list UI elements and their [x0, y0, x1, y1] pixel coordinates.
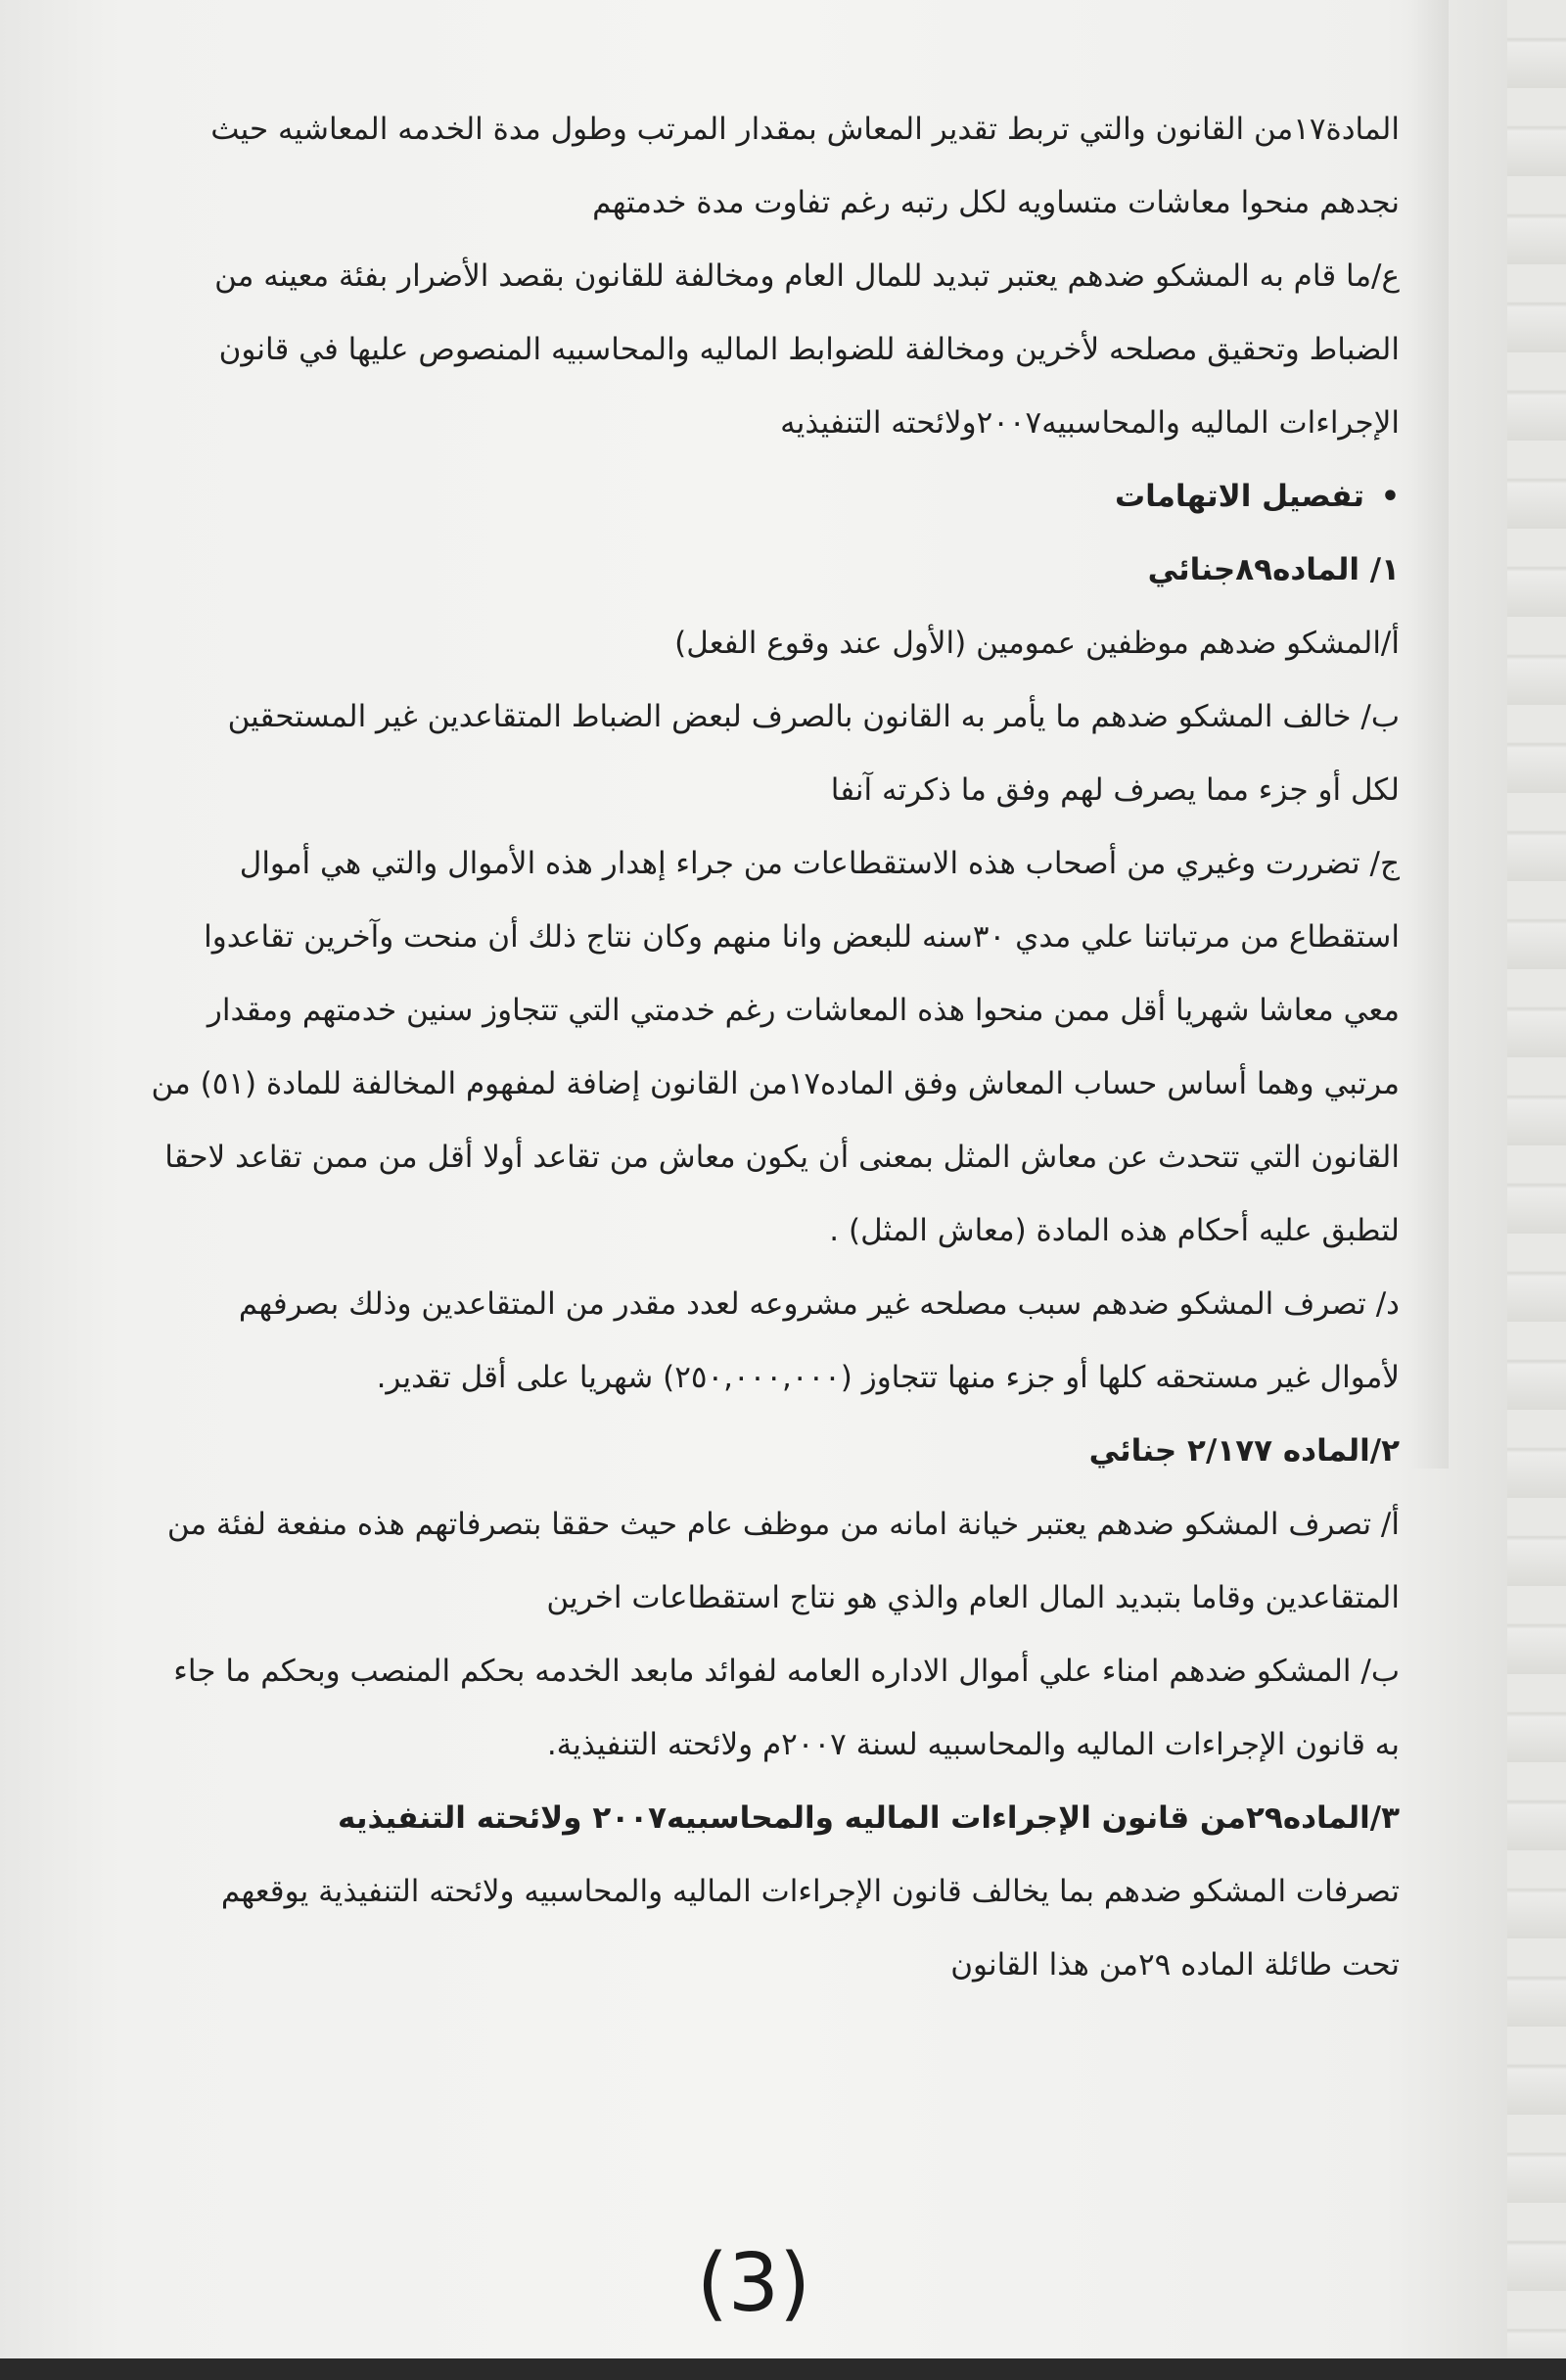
page-number: (3): [696, 2237, 811, 2330]
body-line: ج/ تضررت وغيري من أصحاب هذه الاستقطاعات من جراء إهدار هذه الأموال والتي هي أموال: [239, 846, 1400, 881]
body-line: المادة١٧من القانون والتي تربط تقدير المعاش بمقدار المرتب وطول مدة الخدمه المعاشيه حيث: [210, 112, 1400, 147]
body-line: ب/ المشكو ضدهم امناء علي أموال الاداره العامه لفوائد مابعد الخدمه بحكم المنصب وبحكم ما جاء: [173, 1654, 1400, 1689]
body-line: تحت طائلة الماده ٢٩من هذا القانون: [950, 1947, 1400, 1983]
article-heading: ١/ الماده٨٩جنائي: [1147, 552, 1400, 587]
body-line: لكل أو جزء مما يصرف لهم وفق ما ذكرته آنفا: [830, 772, 1400, 808]
body-line: الإجراءات الماليه والمحاسبيه٢٠٠٧ولائحته التنفيذيه: [780, 405, 1400, 441]
underlying-pages-edge: [1507, 0, 1566, 2380]
document-body: [59, 93, 1400, 2002]
body-line: لأموال غير مستحقه كلها أو جزء منها تتجاوز (٢٥٠,٠٠٠,٠٠٠) شهريا على أقل تقدير.: [376, 1360, 1400, 1395]
page-fold-shadow: [1409, 0, 1449, 1469]
bullet-icon: •: [1380, 480, 1400, 514]
body-line: ب/ خالف المشكو ضدهم ما يأمر به القانون بالصرف لبعض الضباط المتقاعدين غير المستحقين: [227, 699, 1400, 734]
section-heading-text: تفصيل الاتهامات: [1114, 479, 1364, 514]
body-line: تصرفات المشكو ضدهم بما يخالف قانون الإجراءات الماليه والمحاسبيه ولائحته التنفيذية يوقعهم: [220, 1874, 1400, 1909]
article-heading: ٢/الماده ٢/١٧٧ جنائي: [1088, 1433, 1400, 1469]
body-line: القانون التي تتحدث عن معاش المثل بمعنى أن يكون معاش من تقاعد أولا أقل من ممن تقاعد لاحقا: [164, 1140, 1400, 1175]
body-line: لتطبق عليه أحكام هذه المادة (معاش المثل) .: [829, 1213, 1400, 1248]
article-heading: ٣/الماده٢٩من قانون الإجراءات الماليه والمحاسبيه٢٠٠٧ ولائحته التنفيذيه: [338, 1800, 1400, 1836]
body-line: معي معاشا شهريا أقل ممن منحوا هذه المعاشات رغم خدمتي التي تتجاوز سنين خدمتهم ومقدار: [207, 993, 1400, 1028]
body-line: مرتبي وهما أساس حساب المعاش وفق الماده١٧من القانون إضافة لمفهوم المخالفة للمادة (٥١) من: [151, 1066, 1400, 1101]
body-line: المتقاعدين وقاما بتبديد المال العام والذي هو نتاج استقطاعات اخرين: [546, 1580, 1400, 1615]
body-line: أ/المشكو ضدهم موظفين عمومين (الأول عند وقوع الفعل): [674, 626, 1400, 661]
body-line: استقطاع من مرتباتنا علي مدي ٣٠سنه للبعض وانا منهم وكان نتاج ذلك أن منحت وآخرين تقاعدوا: [204, 919, 1400, 955]
body-line: به قانون الإجراءات الماليه والمحاسبيه لسنة ٢٠٠٧م ولائحته التنفيذية.: [546, 1727, 1400, 1762]
section-heading-accusations: [59, 460, 1400, 534]
body-line: أ/ تصرف المشكو ضدهم يعتبر خيانة امانه من موظف عام حيث حققا بتصرفاتهم هذه منفعة لفئة من: [166, 1507, 1400, 1542]
body-line: د/ تصرف المشكو ضدهم سبب مصلحه غير مشروعه لعدد مقدر من المتقاعدين وذلك بصرفهم: [238, 1286, 1400, 1322]
scan-bottom-border: [0, 2358, 1566, 2380]
body-line: ع/ما قام به المشكو ضدهم يعتبر تبديد للمال العام ومخالفة للقانون بقصد الأضرار بفئة معينه من: [214, 258, 1400, 294]
body-line: نجدهم منحوا معاشات متساويه لكل رتبه رغم تفاوت مدة خدمتهم: [592, 185, 1400, 220]
body-line: الضباط وتحقيق مصلحه لأخرين ومخالفة للضوابط الماليه والمحاسبيه المنصوص عليها في قانون: [218, 332, 1400, 367]
